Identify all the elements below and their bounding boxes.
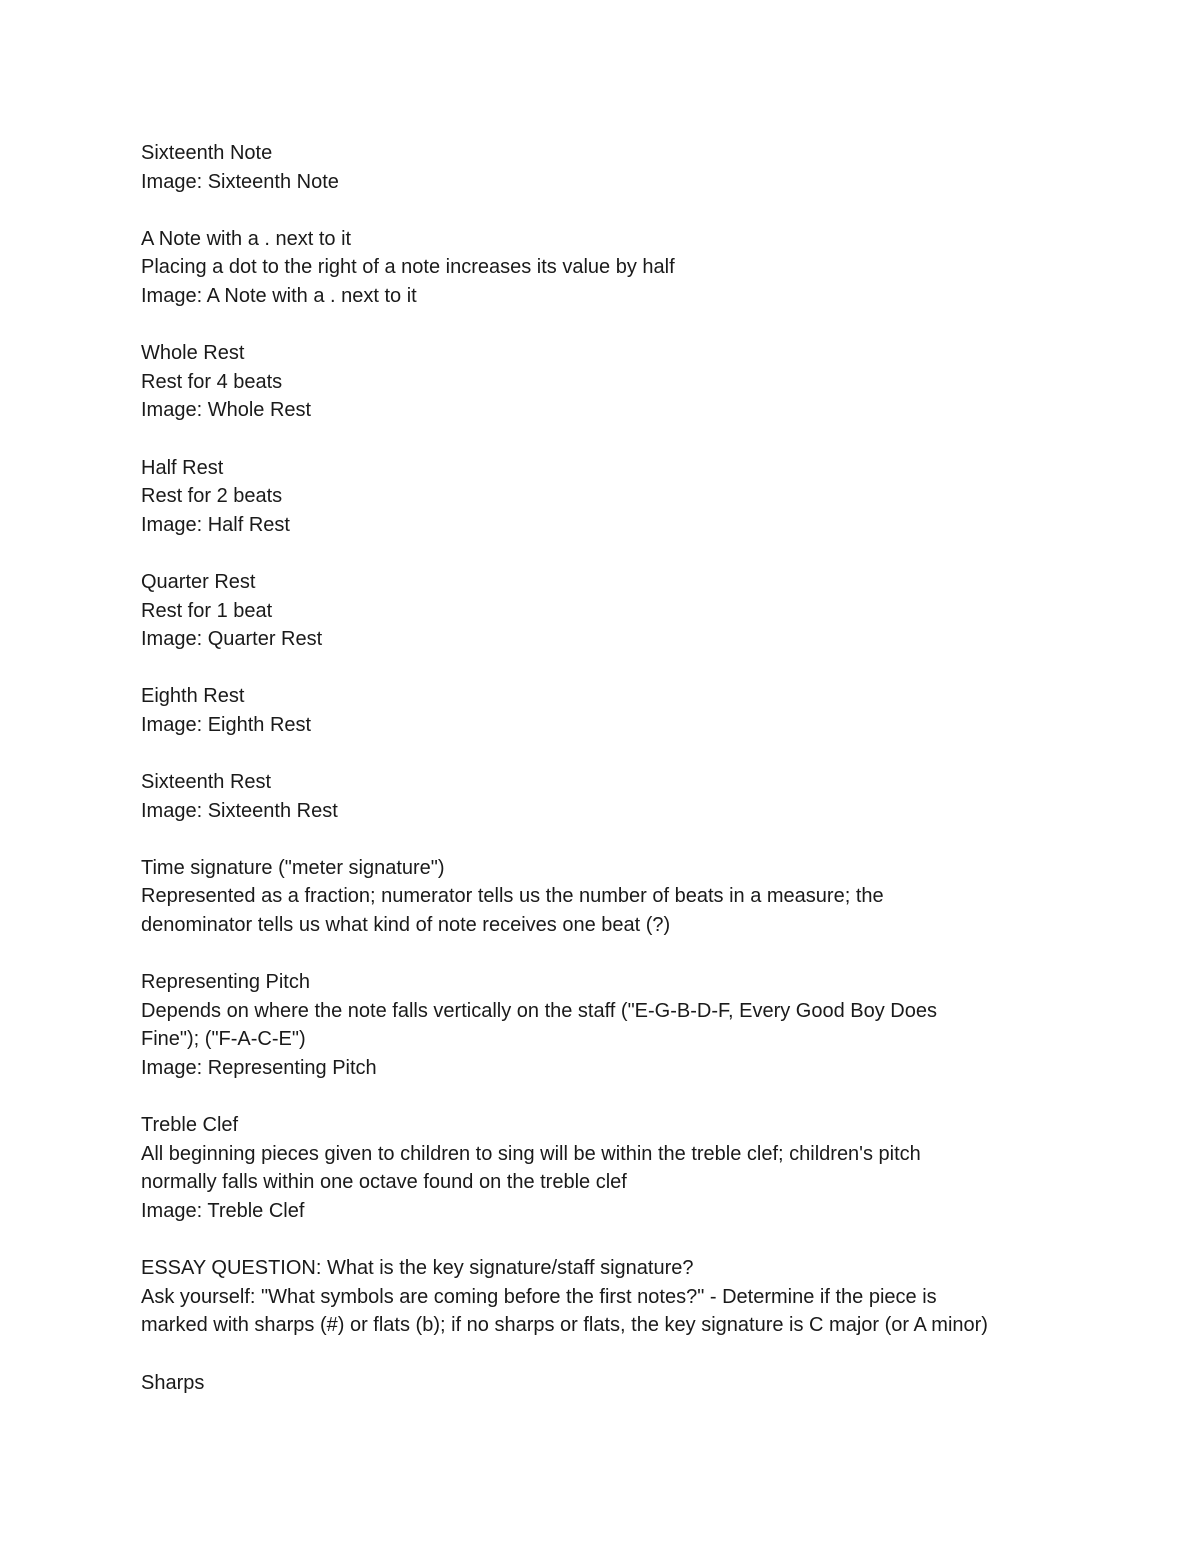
image-caption: Image: Quarter Rest xyxy=(141,628,323,651)
section-description: All beginning pieces given to children to sing will be within the treble clef; children's pitch xyxy=(141,1142,921,1165)
section-description: denominator tells us what kind of note receives one beat (?) xyxy=(141,914,671,937)
section-heading: Quarter Rest xyxy=(141,570,256,593)
section-treble-clef xyxy=(141,1111,1101,1225)
section-representing-pitch xyxy=(141,968,1101,1082)
section-heading: Sixteenth Note xyxy=(141,142,273,164)
section-heading: Time signature ("meter signature") xyxy=(141,856,445,879)
section-eighth-rest xyxy=(141,682,1101,739)
section-heading: ESSAY QUESTION: What is the key signature/staff signature? xyxy=(141,1257,694,1280)
section-sixteenth-rest xyxy=(141,768,1101,825)
section-description: Rest for 4 beats xyxy=(141,370,283,393)
section-description: Fine"); ("F-A-C-E") xyxy=(141,1028,306,1051)
section-heading: Sixteenth Rest xyxy=(141,771,272,794)
image-caption: Image: Sixteenth Rest xyxy=(141,799,338,822)
document-body xyxy=(141,139,1101,1426)
image-caption: Image: Treble Clef xyxy=(141,1199,305,1222)
section-heading: Representing Pitch xyxy=(141,971,310,994)
section-sharps xyxy=(141,1369,1101,1398)
section-description: Rest for 1 beat xyxy=(141,599,273,622)
section-description: normally falls within one octave found on the treble clef xyxy=(141,1171,627,1194)
section-description: marked with sharps (#) or flats (b); if no sharps or flats, the key signature is C major (or A minor) xyxy=(141,1314,988,1337)
image-caption: Image: Whole Rest xyxy=(141,399,312,422)
section-description: Ask yourself: "What symbols are coming before the first notes?" - Determine if the piece is xyxy=(141,1285,937,1308)
section-description: Represented as a fraction; numerator tells us the number of beats in a measure; the xyxy=(141,885,884,908)
image-caption: Image: Half Rest xyxy=(141,513,290,536)
section-essay-question xyxy=(141,1254,1101,1340)
section-heading: Treble Clef xyxy=(141,1114,239,1137)
section-dotted-note xyxy=(141,225,1101,311)
section-half-rest xyxy=(141,454,1101,540)
section-heading: A Note with a . next to it xyxy=(141,227,352,250)
section-description: Depends on where the note falls vertically on the staff ("E-G-B-D-F, Every Good Boy Does xyxy=(141,999,937,1022)
section-description: Rest for 2 beats xyxy=(141,485,283,508)
image-caption: Image: Eighth Rest xyxy=(141,713,312,736)
section-heading: Eighth Rest xyxy=(141,685,245,708)
section-sixteenth-note xyxy=(141,139,1101,196)
section-description: Placing a dot to the right of a note increases its value by half xyxy=(141,256,675,279)
section-heading: Sharps xyxy=(141,1371,205,1394)
section-whole-rest xyxy=(141,339,1101,425)
image-caption: Image: A Note with a . next to it xyxy=(141,284,417,307)
section-heading: Half Rest xyxy=(141,456,224,479)
image-caption: Image: Representing Pitch xyxy=(141,1057,377,1079)
section-time-signature xyxy=(141,854,1101,940)
section-heading: Whole Rest xyxy=(141,342,245,365)
section-quarter-rest xyxy=(141,568,1101,654)
image-caption: Image: Sixteenth Note xyxy=(141,170,339,193)
